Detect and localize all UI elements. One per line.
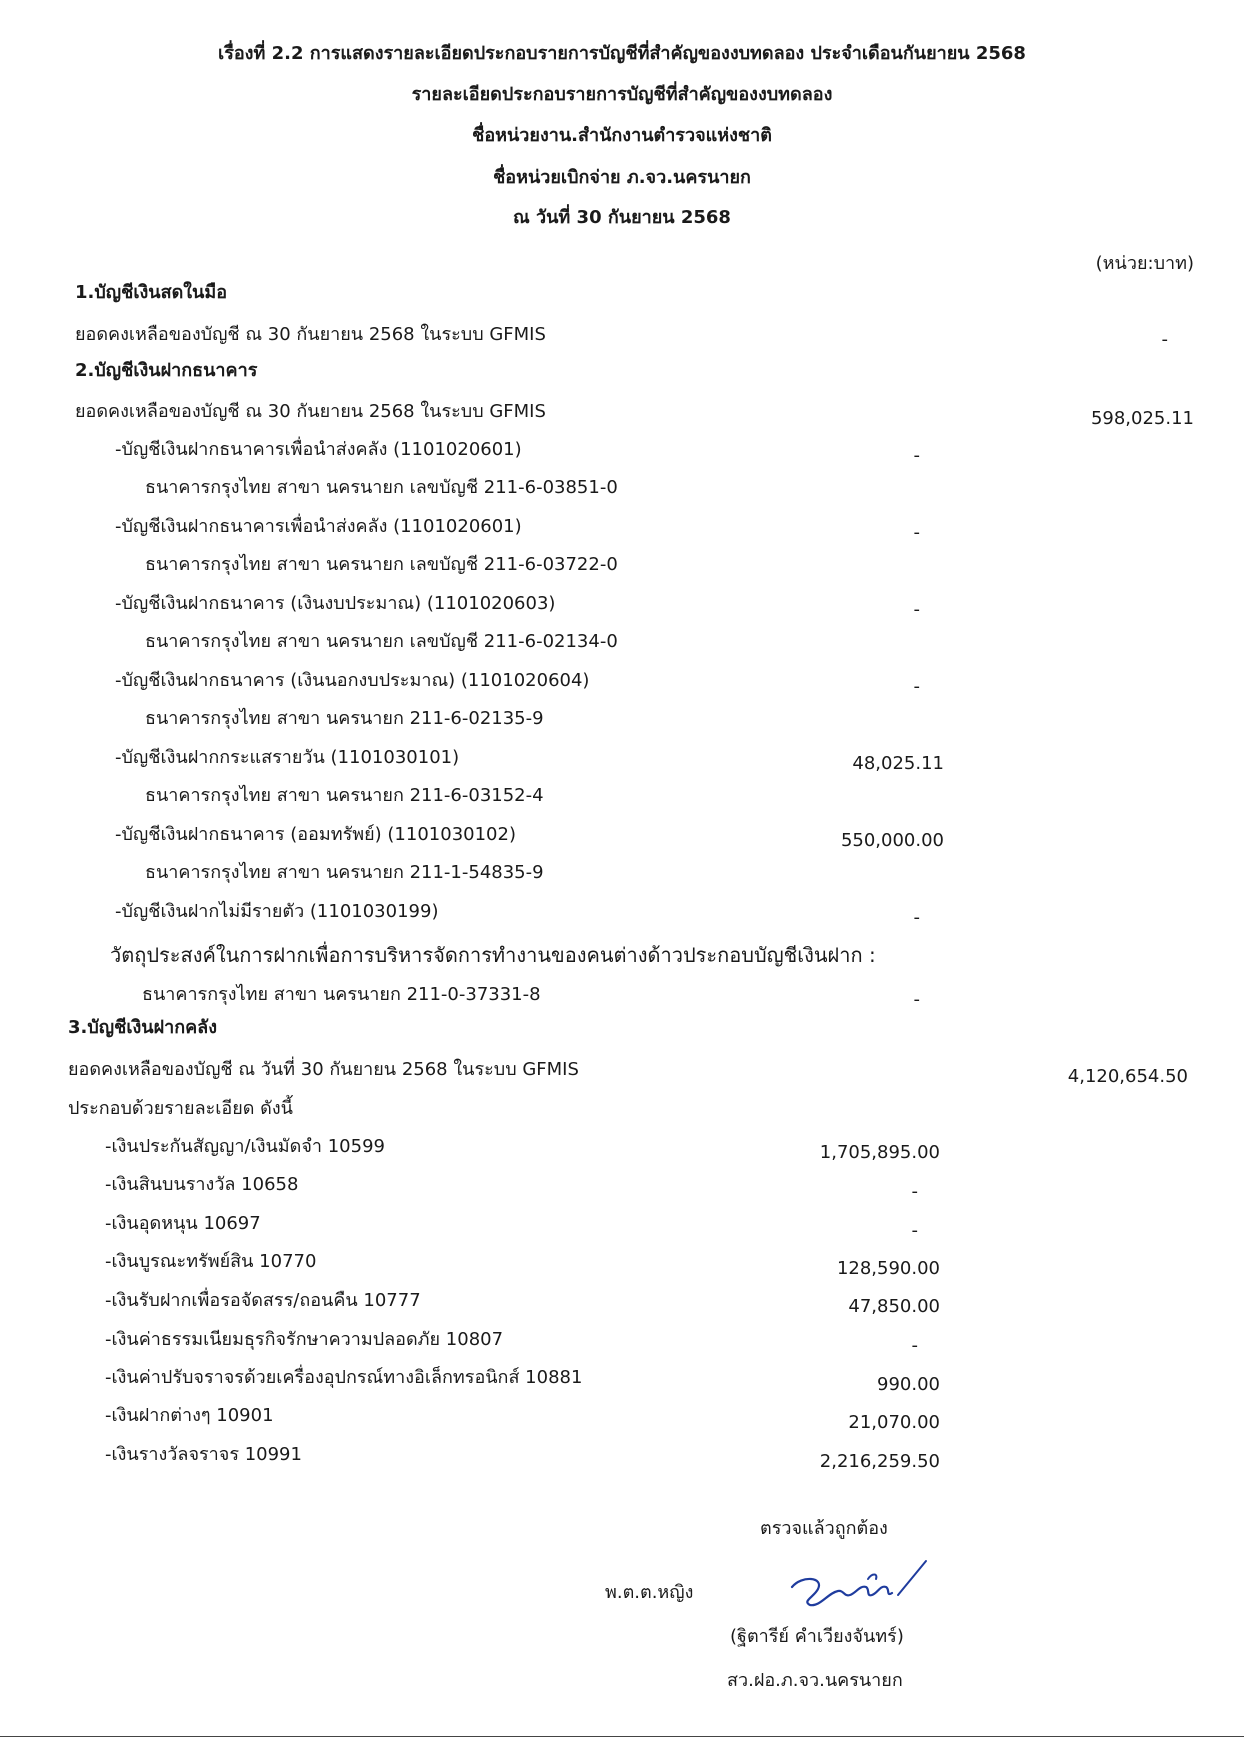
deposit-item-3-label: -เงินอุดหนุน 10697: [105, 1213, 261, 1234]
section1-balance-label: ยอดคงเหลือของบัญชี ณ 30 กันยายน 2568 ในระบบ GFMIS: [75, 324, 546, 345]
page-bottom-rule: [0, 1736, 1244, 1737]
bank-account-2-label: -บัญชีเงินฝากธนาคารเพื่อนำส่งคลัง (1101020601): [115, 516, 522, 537]
deposit-item-9-value: 2,216,259.50: [819, 1451, 940, 1472]
doc-title-line-1: เรื่องที่ 2.2 การแสดงรายละเอียดประกอบรายการบัญชีที่สำคัญของงบทดลอง ประจำเดือนกันยายน 2568: [218, 43, 1026, 64]
deposit-item-2-label: -เงินสินบนรางวัล 10658: [105, 1174, 299, 1195]
deposit-item-4-label: -เงินบูรณะทรัพย์สิน 10770: [105, 1251, 317, 1272]
deposit-item-8-label: -เงินฝากต่างๆ 10901: [105, 1405, 274, 1426]
deposit-item-7-value: 990.00: [877, 1374, 940, 1395]
purpose-value: -: [913, 989, 920, 1010]
signer-name: (ฐิตารีย์ คำเวียงจันทร์): [730, 1626, 904, 1647]
bank-account-5-bank: ธนาคารกรุงไทย สาขา นครนายก 211-6-03152-4: [145, 785, 544, 806]
bank-account-5-label: -บัญชีเงินฝากกระแสรายวัน (1101030101): [115, 747, 460, 768]
deposit-item-8-value: 21,070.00: [848, 1412, 940, 1433]
deposit-item-5-label: -เงินรับฝากเพื่อรอจัดสรร/ถอนคืน 10777: [105, 1290, 421, 1311]
bank-account-1-bank: ธนาคารกรุงไทย สาขา นครนายก เลขบัญชี 211-6-03851-0: [145, 477, 618, 498]
bank-account-6-label: -บัญชีเงินฝากธนาคาร (ออมทรัพย์) (1101030102): [115, 824, 516, 845]
section1-title: 1.บัญชีเงินสดในมือ: [75, 282, 228, 303]
signer-position: สว.ฝอ.ภ.จว.นครนายก: [727, 1670, 903, 1691]
doc-title-line-5: ณ วันที่ 30 กันยายน 2568: [513, 207, 731, 228]
no-id-account-label: -บัญชีเงินฝากไม่มีรายตัว (1101030199): [115, 901, 439, 922]
deposit-item-4-value: 128,590.00: [836, 1258, 940, 1279]
bank-account-6-value: 550,000.00: [840, 830, 944, 851]
deposit-item-6-value: -: [911, 1335, 918, 1356]
signer-rank: พ.ต.ต.หญิง: [605, 1582, 694, 1603]
section3-detail-label: ประกอบด้วยรายละเอียด ดังนี้: [68, 1098, 293, 1119]
unit-label: (หน่วย:บาท): [1095, 253, 1194, 274]
section3-balance-label: ยอดคงเหลือของบัญชี ณ วันที่ 30 กันยายน 2568 ในระบบ GFMIS: [68, 1059, 579, 1080]
bank-account-4-bank: ธนาคารกรุงไทย สาขา นครนายก 211-6-02135-9: [145, 708, 544, 729]
bank-account-6-bank: ธนาคารกรุงไทย สาขา นครนายก 211-1-54835-9: [145, 862, 544, 883]
section3-balance-value: 4,120,654.50: [1067, 1066, 1188, 1087]
bank-account-4-label: -บัญชีเงินฝากธนาคาร (เงินนอกงบประมาณ) (1101020604): [115, 670, 590, 691]
purpose-bank: ธนาคารกรุงไทย สาขา นครนายก 211-0-37331-8: [142, 984, 541, 1005]
signature-mark: [780, 1545, 940, 1615]
verified-text: ตรวจแล้วถูกต้อง: [760, 1518, 888, 1539]
deposit-item-3-value: -: [911, 1220, 918, 1241]
section2-balance-label: ยอดคงเหลือของบัญชี ณ 30 กันยายน 2568 ในระบบ GFMIS: [75, 401, 546, 422]
purpose-label: วัตถุประสงค์ในการฝากเพื่อการบริหารจัดการทำงานของคนต่างด้าวประกอบบัญชีเงินฝาก :: [110, 943, 876, 967]
bank-account-2-bank: ธนาคารกรุงไทย สาขา นครนายก เลขบัญชี 211-6-03722-0: [145, 554, 618, 575]
bank-account-3-value: -: [913, 599, 920, 620]
deposit-item-9-label: -เงินรางวัลจราจร 10991: [105, 1444, 302, 1465]
deposit-item-1-label: -เงินประกันสัญญา/เงินมัดจำ 10599: [105, 1136, 385, 1157]
bank-account-1-label: -บัญชีเงินฝากธนาคารเพื่อนำส่งคลัง (1101020601): [115, 439, 522, 460]
no-id-account-value: -: [913, 907, 920, 928]
bank-account-4-value: -: [913, 676, 920, 697]
deposit-item-7-label: -เงินค่าปรับจราจรด้วยเครื่องอุปกรณ์ทางอิเล็กทรอนิกส์ 10881: [105, 1367, 583, 1388]
section2-balance-value: 598,025.11: [1090, 408, 1194, 429]
section1-balance-value: -: [1161, 329, 1168, 350]
section2-title: 2.บัญชีเงินฝากธนาคาร: [75, 360, 258, 381]
bank-account-1-value: -: [913, 445, 920, 466]
deposit-item-6-label: -เงินค่าธรรมเนียมธุรกิจรักษาความปลอดภัย 10807: [105, 1329, 504, 1350]
doc-title-line-3: ชื่อหน่วยงาน.สำนักงานตำรวจแห่งชาติ: [472, 125, 772, 146]
bank-account-2-value: -: [913, 522, 920, 543]
bank-account-5-value: 48,025.11: [852, 753, 944, 774]
bank-account-3-label: -บัญชีเงินฝากธนาคาร (เงินงบประมาณ) (1101020603): [115, 593, 556, 614]
deposit-item-1-value: 1,705,895.00: [819, 1142, 940, 1163]
bank-account-3-bank: ธนาคารกรุงไทย สาขา นครนายก เลขบัญชี 211-6-02134-0: [145, 631, 618, 652]
deposit-item-2-value: -: [911, 1181, 918, 1202]
deposit-item-5-value: 47,850.00: [848, 1296, 940, 1317]
doc-title-line-2: รายละเอียดประกอบรายการบัญชีที่สำคัญของงบทดลอง: [411, 84, 833, 105]
section3-title: 3.บัญชีเงินฝากคลัง: [68, 1017, 218, 1038]
doc-title-line-4: ชื่อหน่วยเบิกจ่าย ภ.จว.นครนายก: [493, 167, 751, 188]
